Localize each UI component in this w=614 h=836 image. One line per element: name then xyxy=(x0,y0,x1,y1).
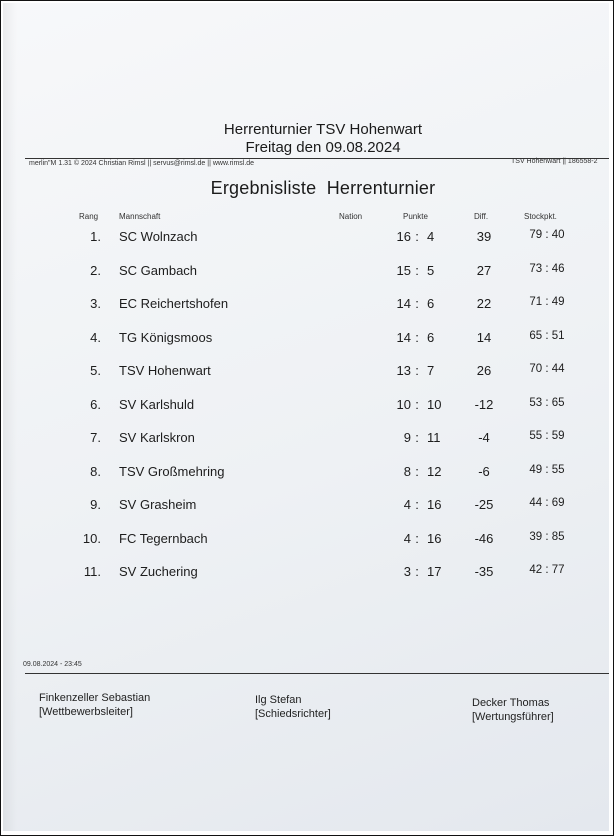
diff-cell: -12 xyxy=(474,396,494,412)
points-separator: : xyxy=(415,430,419,445)
points-separator: : xyxy=(415,396,419,412)
club-id: TSV Hohenwart || 186558-2 xyxy=(511,158,598,165)
team-cell: TSV Hohenwart xyxy=(119,363,211,378)
points-lost-cell: 6 xyxy=(427,296,435,311)
points-separator: : xyxy=(415,329,419,345)
stock-points-cell: 73 : 46 xyxy=(529,262,565,275)
rank-cell: 2. xyxy=(90,262,101,278)
table-row xyxy=(3,330,609,350)
points-separator: : xyxy=(415,262,419,278)
points-separator: : xyxy=(415,463,419,479)
team-cell: SC Wolnzach xyxy=(119,229,198,244)
team-cell: SC Gambach xyxy=(119,262,198,278)
diff-cell: 39 xyxy=(476,229,492,244)
diff-cell: -6 xyxy=(478,463,490,479)
team-cell: SV Karlshuld xyxy=(119,396,195,412)
signature-name: Ilg Stefan xyxy=(255,694,302,706)
team-cell: TG Königsmoos xyxy=(119,329,213,345)
points-lost-cell: 10 xyxy=(427,396,442,412)
rank-cell: 3. xyxy=(90,296,101,311)
table-row xyxy=(3,263,609,283)
team-cell: SV Grasheim xyxy=(119,497,197,512)
team-cell: SV Zuchering xyxy=(119,564,198,579)
col-rank: Rang xyxy=(79,212,99,221)
points-lost-cell: 4 xyxy=(427,229,435,244)
diff-cell: 14 xyxy=(476,329,492,345)
points-separator: : xyxy=(415,229,419,244)
table-row xyxy=(3,464,609,484)
footer-divider xyxy=(25,673,609,674)
stock-points-cell: 49 : 55 xyxy=(529,463,565,476)
points-separator: : xyxy=(415,296,419,311)
diff-cell: 26 xyxy=(476,363,492,378)
points-won-cell: 9 xyxy=(403,430,411,445)
table-row xyxy=(3,296,609,316)
stock-points-cell: 55 : 59 xyxy=(529,430,565,442)
table-row xyxy=(3,229,609,249)
rank-cell: 9. xyxy=(90,497,101,512)
diff-cell: -35 xyxy=(474,564,494,579)
points-lost-cell: 16 xyxy=(427,497,442,512)
stock-points-cell: 39 : 85 xyxy=(529,530,565,543)
points-won-cell: 14 xyxy=(396,329,411,345)
stock-points-cell: 53 : 65 xyxy=(529,396,565,409)
col-points: Punkte xyxy=(403,212,428,221)
points-separator: : xyxy=(415,363,419,378)
points-won-cell: 13 xyxy=(396,363,411,378)
table-row xyxy=(3,531,609,551)
signature-role: [Wertungsführer] xyxy=(472,711,554,723)
points-separator: : xyxy=(415,497,419,512)
signature-scorekeeper xyxy=(472,696,554,724)
points-separator: : xyxy=(415,564,419,579)
table-row xyxy=(3,430,609,450)
rank-cell: 4. xyxy=(90,329,101,345)
points-won-cell: 8 xyxy=(403,463,411,479)
signature-name: Finkenzeller Sebastian xyxy=(39,692,151,704)
rank-cell: 8. xyxy=(90,463,101,479)
stock-points-cell: 44 : 69 xyxy=(529,497,565,509)
points-won-cell: 10 xyxy=(396,396,411,412)
stock-points-cell: 65 : 51 xyxy=(529,329,565,342)
points-won-cell: 16 xyxy=(396,229,411,244)
stock-points-cell: 70 : 44 xyxy=(529,363,565,375)
diff-cell: 22 xyxy=(476,296,492,311)
diff-cell: 27 xyxy=(476,262,492,278)
stock-points-cell: 71 : 49 xyxy=(529,296,565,308)
points-lost-cell: 7 xyxy=(427,363,435,378)
diff-cell: -4 xyxy=(478,430,490,445)
table-row xyxy=(3,497,609,517)
team-cell: FC Tegernbach xyxy=(119,530,208,546)
list-title: Ergebnisliste Herrenturnier xyxy=(210,178,436,198)
points-lost-cell: 12 xyxy=(427,463,442,479)
col-nation: Nation xyxy=(339,212,363,221)
signature-role: [Wettbewerbsleiter] xyxy=(39,706,133,718)
col-team: Mannschaft xyxy=(119,212,161,221)
event-date: Freitag den 09.08.2024 xyxy=(245,139,401,156)
points-won-cell: 15 xyxy=(396,262,411,278)
rank-cell: 7. xyxy=(90,430,101,445)
points-won-cell: 4 xyxy=(403,530,411,546)
diff-cell: -25 xyxy=(474,497,494,512)
points-won-cell: 14 xyxy=(396,296,411,311)
rank-cell: 11. xyxy=(83,564,101,579)
paper-shadow xyxy=(3,3,17,831)
table-row xyxy=(3,564,609,584)
col-diff: Diff. xyxy=(474,212,489,221)
signature-referee xyxy=(255,693,331,721)
rank-cell: 1. xyxy=(90,229,101,244)
points-won-cell: 3 xyxy=(403,564,411,579)
team-cell: SV Karlskron xyxy=(119,430,195,445)
signature-competition-leader xyxy=(39,691,150,719)
points-lost-cell: 5 xyxy=(427,262,435,278)
points-lost-cell: 17 xyxy=(427,564,442,579)
diff-cell: -46 xyxy=(474,530,494,546)
points-lost-cell: 6 xyxy=(427,329,435,345)
signature-name: Decker Thomas xyxy=(472,697,550,709)
software-credit: merlin"M 1.31 © 2024 Christian Rimsl || servus@rimsl.de || www.rimsl.de xyxy=(29,160,255,167)
points-won-cell: 4 xyxy=(403,497,411,512)
stock-points-cell: 79 : 40 xyxy=(529,229,565,241)
rank-cell: 5. xyxy=(90,363,101,378)
team-cell: TSV Großmehring xyxy=(119,463,225,479)
points-lost-cell: 16 xyxy=(427,530,442,546)
team-cell: EC Reichertshofen xyxy=(119,296,229,311)
print-timestamp: 09.08.2024 - 23:45 xyxy=(23,661,82,668)
rank-cell: 10. xyxy=(82,530,101,546)
stock-points-cell: 42 : 77 xyxy=(529,564,565,576)
table-row xyxy=(3,397,609,417)
event-title: Herrenturnier TSV Hohenwart xyxy=(223,121,423,138)
points-separator: : xyxy=(415,530,419,546)
result-sheet xyxy=(3,3,609,831)
rank-cell: 6. xyxy=(90,396,101,412)
points-lost-cell: 11 xyxy=(427,430,441,445)
col-stock: Stockpkt. xyxy=(524,212,557,221)
signature-role: [Schiedsrichter] xyxy=(255,708,331,720)
table-row xyxy=(3,363,609,383)
